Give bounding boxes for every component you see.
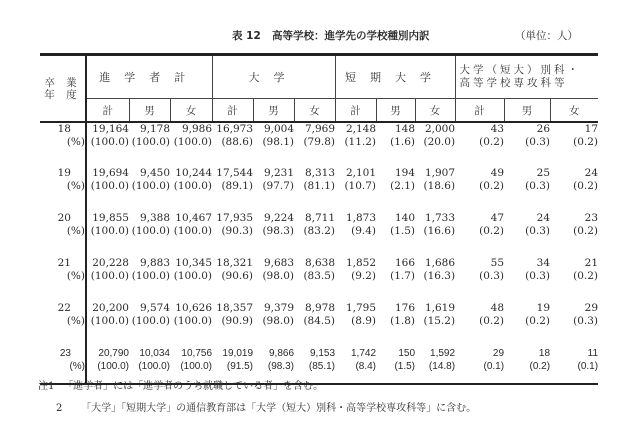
sub-header-male: 男 bbox=[376, 99, 415, 123]
value-cell bbox=[550, 347, 598, 384]
percent-value: (2.1) bbox=[390, 180, 416, 192]
count-value: 194 bbox=[394, 167, 416, 179]
count-value: 9,231 bbox=[263, 167, 295, 179]
percent-value: (0.3) bbox=[525, 225, 551, 237]
value-cell bbox=[504, 302, 550, 347]
count-value: 26 bbox=[536, 123, 551, 135]
value-cell bbox=[294, 167, 335, 212]
percent-value: (90.3) bbox=[221, 225, 254, 237]
percent-value: (100.0) bbox=[131, 270, 170, 282]
sub-header-row bbox=[40, 99, 598, 123]
count-value: 18 bbox=[538, 348, 551, 359]
percent-value: (0.2) bbox=[479, 180, 505, 192]
value-cell bbox=[129, 212, 170, 257]
value-cell bbox=[504, 167, 550, 212]
percent-value: (98.0) bbox=[262, 315, 295, 327]
value-cell bbox=[170, 257, 212, 302]
count-value: 166 bbox=[394, 257, 416, 269]
percent-value: (10.7) bbox=[344, 180, 377, 192]
value-cell bbox=[86, 212, 129, 257]
value-cell bbox=[86, 167, 129, 212]
percent-value: (100.0) bbox=[173, 315, 213, 327]
percent-value: (100.0) bbox=[90, 225, 129, 237]
sub-header-male: 男 bbox=[504, 99, 550, 123]
percent-value: (91.5) bbox=[226, 361, 254, 372]
count-value: 1,742 bbox=[350, 348, 377, 359]
table-row bbox=[40, 302, 598, 347]
note-2-label: 2 bbox=[56, 403, 63, 414]
value-cell bbox=[455, 302, 504, 347]
count-value: 1,852 bbox=[345, 257, 377, 269]
year-cell bbox=[40, 167, 86, 212]
count-value: 43 bbox=[490, 123, 505, 135]
percent-value: (0.2) bbox=[573, 136, 599, 148]
year-header-line1: 卒 業 bbox=[44, 76, 81, 89]
value-cell bbox=[253, 257, 294, 302]
table-row bbox=[40, 212, 598, 257]
value-cell bbox=[212, 257, 253, 302]
pct-label: (%) bbox=[66, 225, 85, 237]
note-2-text: 「大学」「短期大学」の通信教育部は「大学（短大）別科・高等学校専攻科等」に含む。 bbox=[81, 403, 477, 414]
value-cell bbox=[415, 302, 455, 347]
value-cell bbox=[550, 257, 598, 302]
percent-value: (16.6) bbox=[423, 225, 456, 237]
percent-value: (100.0) bbox=[90, 136, 129, 148]
count-value: 24 bbox=[584, 167, 599, 179]
percent-value: (1.7) bbox=[390, 270, 416, 282]
count-value: 20,228 bbox=[92, 257, 129, 269]
sub-header-male: 男 bbox=[129, 99, 170, 123]
count-value: 8,978 bbox=[304, 302, 336, 314]
year-value: 21 bbox=[57, 257, 71, 269]
value-cell bbox=[550, 122, 598, 167]
year-value: 18 bbox=[57, 123, 71, 135]
sub-header-total: 計 bbox=[455, 99, 504, 123]
percent-value: (0.2) bbox=[573, 225, 599, 237]
group-header-junior-college: 短期大学 bbox=[335, 55, 455, 99]
percent-value: (90.9) bbox=[221, 315, 254, 327]
count-value: 8,313 bbox=[304, 167, 336, 179]
count-value: 10,034 bbox=[139, 348, 170, 359]
table-row bbox=[40, 122, 598, 167]
percent-value: (14.8) bbox=[428, 361, 456, 372]
percent-value: (20.0) bbox=[423, 136, 456, 148]
note-1 bbox=[38, 376, 476, 398]
note-2 bbox=[38, 398, 476, 420]
percent-value: (88.6) bbox=[221, 136, 254, 148]
pct-label: (%) bbox=[69, 361, 85, 372]
percent-value: (0.2) bbox=[529, 361, 551, 372]
value-cell bbox=[294, 212, 335, 257]
count-value: 21 bbox=[584, 257, 599, 269]
percent-value: (0.2) bbox=[479, 136, 505, 148]
value-cell bbox=[294, 257, 335, 302]
percent-value: (0.2) bbox=[479, 315, 505, 327]
count-value: 1,795 bbox=[345, 302, 377, 314]
count-value: 150 bbox=[398, 348, 416, 359]
sub-header-total: 計 bbox=[212, 99, 253, 123]
value-cell bbox=[129, 167, 170, 212]
value-cell bbox=[170, 302, 212, 347]
value-cell bbox=[212, 167, 253, 212]
percent-value: (83.5) bbox=[303, 270, 336, 282]
count-value: 17 bbox=[584, 123, 599, 135]
value-cell bbox=[294, 122, 335, 167]
year-value: 23 bbox=[59, 348, 71, 359]
value-cell bbox=[170, 167, 212, 212]
value-cell bbox=[455, 167, 504, 212]
percent-value: (84.5) bbox=[303, 315, 336, 327]
sub-header-female: 女 bbox=[550, 99, 598, 123]
table-body bbox=[40, 122, 598, 384]
percent-value: (8.9) bbox=[351, 315, 377, 327]
percent-value: (15.2) bbox=[423, 315, 456, 327]
value-cell bbox=[415, 257, 455, 302]
count-value: 1,873 bbox=[345, 212, 377, 224]
pct-label: (%) bbox=[66, 270, 85, 282]
value-cell bbox=[415, 122, 455, 167]
count-value: 10,467 bbox=[175, 212, 213, 224]
percent-value: (16.3) bbox=[423, 270, 456, 282]
percent-value: (98.0) bbox=[262, 270, 295, 282]
value-cell bbox=[376, 122, 415, 167]
value-cell bbox=[504, 347, 550, 384]
percent-value: (100.0) bbox=[173, 225, 213, 237]
count-value: 17,935 bbox=[216, 212, 254, 224]
count-value: 9,153 bbox=[309, 348, 336, 359]
percent-value: (90.6) bbox=[221, 270, 254, 282]
count-value: 10,345 bbox=[175, 257, 213, 269]
value-cell bbox=[376, 212, 415, 257]
count-value: 1,592 bbox=[430, 348, 456, 359]
percent-value: (0.3) bbox=[573, 315, 599, 327]
count-value: 49 bbox=[490, 167, 505, 179]
value-cell bbox=[253, 212, 294, 257]
count-value: 1,907 bbox=[424, 167, 456, 179]
percent-value: (100.0) bbox=[97, 361, 129, 372]
value-cell bbox=[376, 257, 415, 302]
percent-value: (100.0) bbox=[131, 180, 170, 192]
value-cell bbox=[550, 167, 598, 212]
percent-value: (100.0) bbox=[90, 315, 129, 327]
count-value: 34 bbox=[536, 257, 551, 269]
data-table bbox=[40, 53, 598, 385]
value-cell bbox=[212, 302, 253, 347]
percent-value: (100.0) bbox=[180, 361, 213, 372]
count-value: 176 bbox=[394, 302, 416, 314]
count-value: 9,224 bbox=[263, 212, 295, 224]
percent-value: (0.2) bbox=[479, 225, 505, 237]
count-value: 19,164 bbox=[92, 123, 129, 135]
count-value: 1,619 bbox=[424, 302, 456, 314]
sub-header-total: 計 bbox=[335, 99, 376, 123]
count-value: 9,178 bbox=[139, 123, 170, 135]
percent-value: (1.5) bbox=[390, 225, 416, 237]
table-title-row bbox=[0, 28, 640, 46]
percent-value: (98.3) bbox=[262, 225, 295, 237]
sub-header-total: 計 bbox=[86, 99, 129, 123]
count-value: 1,686 bbox=[424, 257, 456, 269]
percent-value: (100.0) bbox=[90, 180, 129, 192]
count-value: 7,969 bbox=[304, 123, 336, 135]
year-cell bbox=[40, 122, 86, 167]
percent-value: (0.1) bbox=[483, 361, 505, 372]
value-cell bbox=[504, 212, 550, 257]
notes bbox=[38, 376, 476, 420]
group-header-special-line1: 大学（短大）別科・ bbox=[459, 64, 582, 76]
value-cell bbox=[376, 167, 415, 212]
count-value: 9,574 bbox=[139, 302, 170, 314]
count-value: 11 bbox=[587, 348, 599, 359]
value-cell bbox=[129, 257, 170, 302]
count-value: 20,200 bbox=[92, 302, 129, 314]
year-value: 19 bbox=[57, 167, 71, 179]
percent-value: (0.2) bbox=[573, 270, 599, 282]
percent-value: (11.2) bbox=[344, 136, 377, 148]
percent-value: (100.0) bbox=[138, 361, 170, 372]
count-value: 10,626 bbox=[175, 302, 213, 314]
count-value: 2,148 bbox=[345, 123, 377, 135]
value-cell bbox=[335, 212, 376, 257]
count-value: 23 bbox=[584, 212, 599, 224]
value-cell bbox=[504, 122, 550, 167]
value-cell bbox=[294, 302, 335, 347]
count-value: 20,790 bbox=[98, 348, 129, 359]
count-value: 9,883 bbox=[139, 257, 170, 269]
value-cell bbox=[253, 122, 294, 167]
value-cell bbox=[253, 167, 294, 212]
group-header-special-courses bbox=[455, 55, 598, 99]
table-row bbox=[40, 167, 598, 212]
unit-label: （単位：人） bbox=[515, 30, 578, 42]
pct-label: (%) bbox=[66, 180, 85, 192]
value-cell bbox=[455, 212, 504, 257]
count-value: 9,388 bbox=[139, 212, 170, 224]
year-cell bbox=[40, 212, 86, 257]
value-cell bbox=[129, 122, 170, 167]
sub-header-female: 女 bbox=[415, 99, 455, 123]
percent-value: (83.2) bbox=[303, 225, 336, 237]
value-cell bbox=[504, 257, 550, 302]
value-cell bbox=[455, 257, 504, 302]
value-cell bbox=[335, 257, 376, 302]
group-header-university: 大学 bbox=[212, 55, 335, 99]
pct-label: (%) bbox=[66, 315, 85, 327]
count-value: 1,733 bbox=[424, 212, 456, 224]
year-value: 22 bbox=[57, 302, 71, 314]
value-cell bbox=[455, 122, 504, 167]
value-cell bbox=[212, 122, 253, 167]
count-value: 19,855 bbox=[92, 212, 129, 224]
value-cell bbox=[415, 167, 455, 212]
percent-value: (98.3) bbox=[267, 361, 295, 372]
year-value: 20 bbox=[57, 212, 71, 224]
count-value: 29 bbox=[584, 302, 599, 314]
percent-value: (100.0) bbox=[131, 136, 170, 148]
percent-value: (0.1) bbox=[577, 361, 599, 372]
value-cell bbox=[253, 302, 294, 347]
value-cell bbox=[170, 212, 212, 257]
percent-value: (89.1) bbox=[221, 180, 254, 192]
pct-label: (%) bbox=[66, 136, 85, 148]
percent-value: (8.4) bbox=[355, 361, 377, 372]
count-value: 19 bbox=[536, 302, 551, 314]
table-title: 高等学校：進学先の学校種別内訳 bbox=[272, 30, 430, 42]
group-header-total: 進学者計 bbox=[86, 55, 212, 99]
count-value: 9,986 bbox=[181, 123, 213, 135]
group-header-special-line2: 高等学校専攻科等 bbox=[459, 77, 568, 89]
year-header-line2: 年 度 bbox=[44, 88, 81, 101]
year-cell bbox=[40, 302, 86, 347]
percent-value: (97.7) bbox=[262, 180, 295, 192]
value-cell bbox=[335, 167, 376, 212]
percent-value: (0.3) bbox=[525, 180, 551, 192]
value-cell bbox=[415, 212, 455, 257]
count-value: 9,379 bbox=[263, 302, 295, 314]
count-value: 17,544 bbox=[216, 167, 254, 179]
count-value: 18,357 bbox=[216, 302, 254, 314]
count-value: 16,973 bbox=[216, 123, 254, 135]
count-value: 18,321 bbox=[216, 257, 254, 269]
count-value: 9,866 bbox=[268, 348, 295, 359]
count-value: 8,711 bbox=[304, 212, 336, 224]
percent-value: (0.2) bbox=[525, 315, 551, 327]
percent-value: (81.1) bbox=[303, 180, 336, 192]
sub-header-female: 女 bbox=[170, 99, 212, 123]
percent-value: (100.0) bbox=[90, 270, 129, 282]
percent-value: (100.0) bbox=[173, 136, 213, 148]
count-value: 148 bbox=[394, 123, 416, 135]
count-value: 9,004 bbox=[263, 123, 295, 135]
count-value: 9,450 bbox=[139, 167, 170, 179]
value-cell bbox=[86, 257, 129, 302]
table-number: 表 12 bbox=[232, 30, 261, 42]
percent-value: (9.2) bbox=[351, 270, 377, 282]
percent-value: (79.8) bbox=[303, 136, 336, 148]
percent-value: (100.0) bbox=[173, 270, 213, 282]
percent-value: (0.3) bbox=[525, 270, 551, 282]
value-cell bbox=[335, 122, 376, 167]
year-cell bbox=[40, 257, 86, 302]
group-header-row bbox=[40, 55, 598, 99]
percent-value: (1.5) bbox=[394, 361, 416, 372]
year-header bbox=[40, 55, 86, 123]
value-cell bbox=[170, 122, 212, 167]
value-cell bbox=[335, 302, 376, 347]
count-value: 29 bbox=[492, 348, 505, 359]
sub-header-female: 女 bbox=[294, 99, 335, 123]
count-value: 25 bbox=[536, 167, 551, 179]
count-value: 140 bbox=[394, 212, 416, 224]
count-value: 48 bbox=[490, 302, 505, 314]
count-value: 24 bbox=[536, 212, 551, 224]
value-cell bbox=[550, 302, 598, 347]
count-value: 19,694 bbox=[92, 167, 129, 179]
value-cell bbox=[376, 302, 415, 347]
count-value: 2,101 bbox=[345, 167, 377, 179]
value-cell bbox=[86, 122, 129, 167]
percent-value: (100.0) bbox=[173, 180, 213, 192]
sub-header-male: 男 bbox=[253, 99, 294, 123]
note-1-label: 注1 bbox=[38, 381, 55, 392]
percent-value: (100.0) bbox=[131, 225, 170, 237]
percent-value: (98.1) bbox=[262, 136, 295, 148]
percent-value: (100.0) bbox=[131, 315, 170, 327]
table-row bbox=[40, 257, 598, 302]
value-cell bbox=[86, 302, 129, 347]
note-1-text: 「進学者」には「進学者のうち就職している者」を含む。 bbox=[63, 381, 324, 392]
count-value: 8,638 bbox=[304, 257, 336, 269]
count-value: 19,019 bbox=[222, 348, 254, 359]
percent-value: (0.3) bbox=[525, 136, 551, 148]
count-value: 2,000 bbox=[424, 123, 456, 135]
count-value: 9,683 bbox=[263, 257, 295, 269]
value-cell bbox=[550, 212, 598, 257]
value-cell bbox=[129, 302, 170, 347]
percent-value: (1.8) bbox=[390, 315, 416, 327]
count-value: 10,244 bbox=[175, 167, 213, 179]
percent-value: (0.3) bbox=[479, 270, 505, 282]
count-value: 47 bbox=[490, 212, 505, 224]
percent-value: (9.4) bbox=[351, 225, 377, 237]
percent-value: (85.1) bbox=[308, 361, 336, 372]
count-value: 55 bbox=[490, 257, 505, 269]
percent-value: (0.2) bbox=[573, 180, 599, 192]
percent-value: (18.6) bbox=[423, 180, 456, 192]
value-cell bbox=[212, 212, 253, 257]
count-value: 10,756 bbox=[181, 348, 213, 359]
percent-value: (1.6) bbox=[390, 136, 416, 148]
